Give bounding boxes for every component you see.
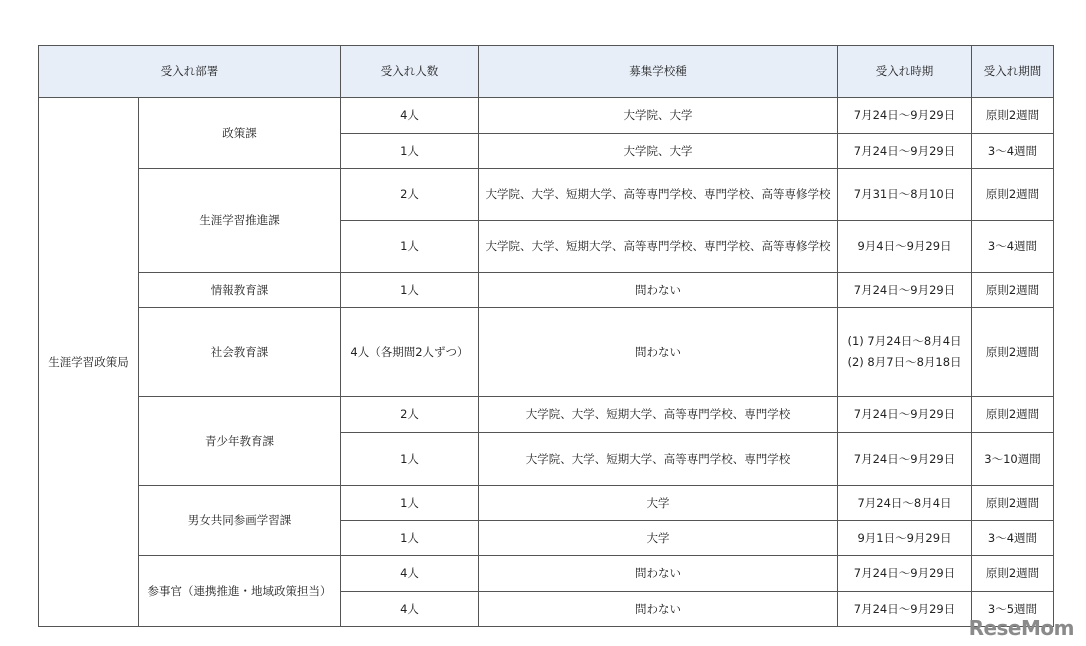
header-dept: 受入れ部署 [39,46,341,98]
duration-cell: 3～10週間 [972,433,1054,486]
section-name: 青少年教育課 [139,397,341,486]
period-line: (2) 8月7日～8月18日 [847,355,962,369]
section-name: 生涯学習推進課 [139,169,341,273]
period-cell: 7月24日～9月29日 [838,592,972,627]
duration-cell: 原則2週間 [972,397,1054,433]
count-cell: 1人 [341,273,479,308]
period-cell: 7月31日～8月10日 [838,169,972,221]
header-row [39,46,1054,98]
resemom-logo [969,616,1074,640]
internship-table [38,45,1054,627]
duration-cell: 原則2週間 [972,273,1054,308]
period-cell: 7月24日～8月4日 [838,486,972,521]
school-cell: 問わない [479,556,838,592]
duration-cell: 3～4週間 [972,521,1054,556]
table-row [39,98,1054,134]
count-cell: 1人 [341,486,479,521]
count-cell: 4人 [341,592,479,627]
duration-cell: 原則2週間 [972,486,1054,521]
duration-cell: 原則2週間 [972,98,1054,134]
school-cell: 大学院、大学 [479,134,838,169]
header-period: 受入れ時期 [838,46,972,98]
duration-cell: 原則2週間 [972,556,1054,592]
logo-text-left: Rese [968,616,1021,640]
section-name: 男女共同参画学習課 [139,486,341,556]
bureau-cell: 生涯学習政策局 [39,98,139,627]
table-row [39,308,1054,397]
table-row [39,556,1054,592]
count-cell: 1人 [341,433,479,486]
header-duration: 受入れ期間 [972,46,1054,98]
school-cell: 大学院、大学、短期大学、高等専門学校、専門学校、高等専修学校 [479,169,838,221]
period-cell: 7月24日～9月29日 [838,556,972,592]
period-cell: 7月24日～9月29日 [838,134,972,169]
duration-cell: 原則2週間 [972,169,1054,221]
school-cell: 大学院、大学、短期大学、高等専門学校、専門学校 [479,433,838,486]
header-count: 受入れ人数 [341,46,479,98]
period-line: (1) 7月24日～8月4日 [847,334,962,348]
period-cell: 7月24日～9月29日 [838,98,972,134]
duration-cell: 3～5週間 [972,592,1054,627]
period-cell: 7月24日～9月29日 [838,273,972,308]
logo-text-right: om [1040,616,1074,640]
school-cell: 大学院、大学 [479,98,838,134]
duration-cell: 3～4週間 [972,134,1054,169]
school-cell: 大学院、大学、短期大学、高等専門学校、専門学校 [479,397,838,433]
section-name: 情報教育課 [139,273,341,308]
logo-text-mid: M [1021,616,1041,640]
count-cell: 1人 [341,521,479,556]
count-cell: 2人 [341,169,479,221]
table-row [39,169,1054,221]
duration-cell: 原則2週間 [972,308,1054,397]
header-school: 募集学校種 [479,46,838,98]
table-row [39,397,1054,433]
school-cell: 大学院、大学、短期大学、高等専門学校、専門学校、高等専修学校 [479,221,838,273]
period-cell: 9月1日～9月29日 [838,521,972,556]
section-name: 政策課 [139,98,341,169]
school-cell: 問わない [479,273,838,308]
school-cell: 問わない [479,592,838,627]
count-cell: 4人（各期間2人ずつ） [341,308,479,397]
table-row [39,486,1054,521]
school-cell: 問わない [479,308,838,397]
period-cell: 7月24日～9月29日 [838,397,972,433]
count-cell: 1人 [341,221,479,273]
school-cell: 大学 [479,521,838,556]
period-cell: 7月24日～9月29日 [838,433,972,486]
duration-cell: 3～4週間 [972,221,1054,273]
count-cell: 4人 [341,556,479,592]
school-cell: 大学 [479,486,838,521]
count-cell: 4人 [341,98,479,134]
table-row [39,273,1054,308]
period-cell: 9月4日～9月29日 [838,221,972,273]
section-name: 社会教育課 [139,308,341,397]
count-cell: 1人 [341,134,479,169]
count-cell: 2人 [341,397,479,433]
section-name: 参事官（連携推進・地域政策担当） [139,556,341,627]
period-cell [838,308,972,397]
